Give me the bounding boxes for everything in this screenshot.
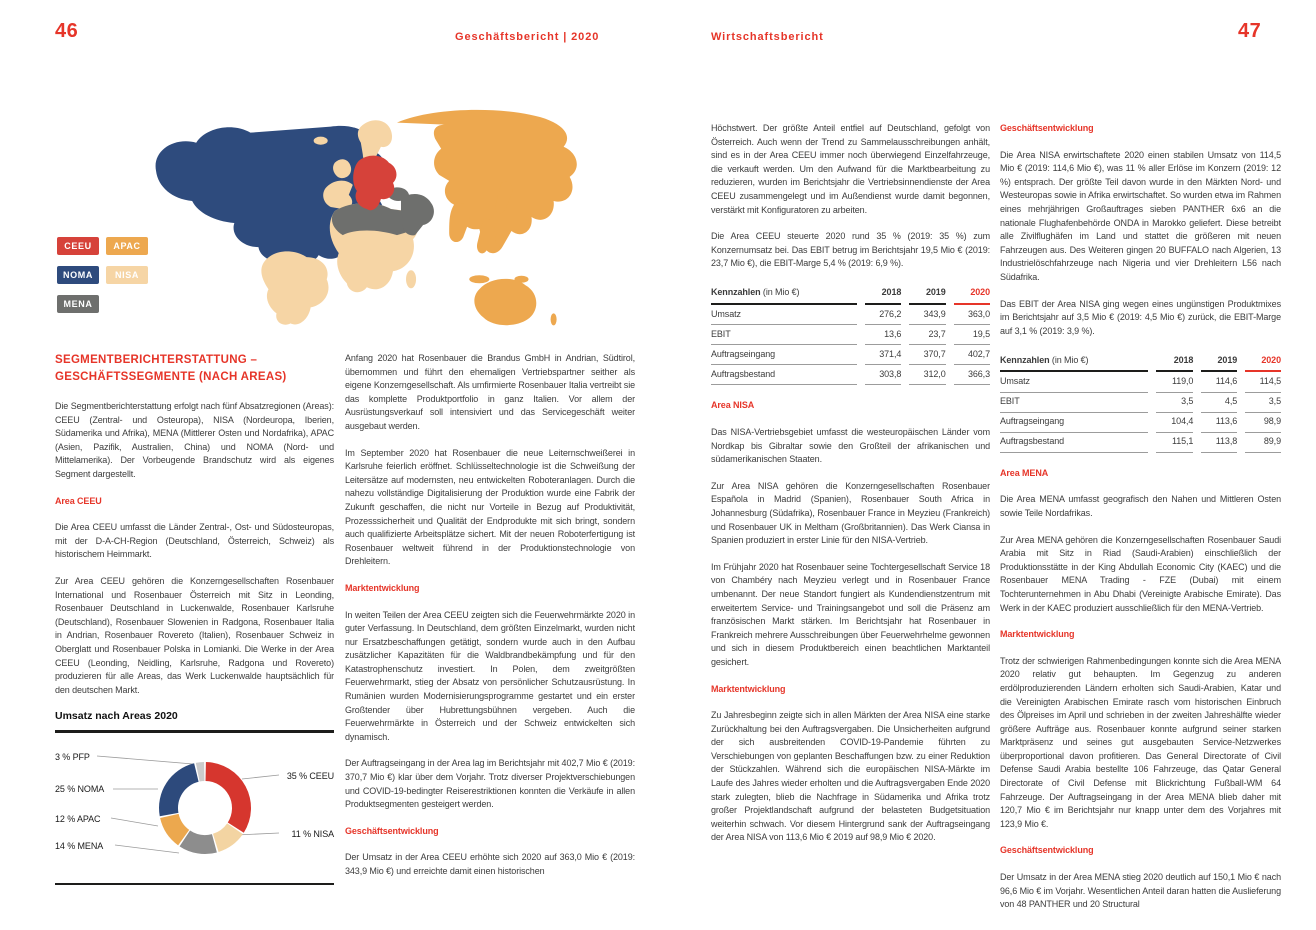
map-region-madagascar xyxy=(406,270,416,288)
leader-line-apac xyxy=(111,818,158,826)
table-value: 343,9 xyxy=(909,305,945,325)
kennzahlen-table-nisa xyxy=(1000,351,1281,452)
table-row-label: Umsatz xyxy=(1000,372,1148,392)
table-row xyxy=(711,365,990,385)
table-row xyxy=(1000,393,1281,413)
table-value: 104,4 xyxy=(1156,413,1193,433)
paragraph: Das NISA-Vertriebsgebiet umfasst die westeuropäischen Länder vom Nordkap bis Gibraltar sowie den Großteil der afrikanischen und südamerikanischen Staaten. xyxy=(711,427,990,465)
leader-line-mena xyxy=(115,845,179,853)
table-row xyxy=(711,325,990,345)
paragraph: In weiten Teilen der Area CEEU zeigten sich die Feuerwehrmärkte 2020 in guter Verfassung. In Deutschland, dem größten Einzelmarkt, wurden nicht nur Ersatzbeschaffungen getätigt, sondern wurde auch in den Aufbau zusätzlicher Kapazitäten für die Waldbrandbekämpfung und für den Katastrophenschutz investiert. In Polen, dem zweitgrößten Feuerwehrmarkt, stieg der Absatz von persönlicher Schutzausrüstung. In Rumänien wurden Modernisierungsprogramme gestartet und ein erster Großtender über Hubrettungsbühnen vergeben. Auch die Feuerwehrmärkte in Österreich und der Schweiz entwickelten sich dynamisch. xyxy=(345,609,635,742)
kennzahlen-table-ceeu xyxy=(711,284,990,385)
paragraph: Die Area NISA erwirtschaftete 2020 einen stabilen Umsatz von 114,5 Mio € (2019: 114,6 Mio €), was 11 % aller Erlöse im Konzern (2019: 12 %) entsprach. Der größte Teil davon wurde in den Märkten Nord- und Westeuropas sowie in Afrika erwirtschaftet. So wurden etwa im Rahmen eines mehrjährigen Großauftrages sieben PANTHER 6x6 an die nationale Flughafenbehörde ONDA in Marokko geliefert. Diese betreibt alle Zivilflughäfen im Land und stattet die größeren mit neuen Fahrzeugen aus. Des Weiteren gingen 20 BUFFALO nach Algerien, 13 Industrielöschfahrzeuge nach Nigeria und vier Drehleitern L56 nach Südafrika. xyxy=(1000,149,1281,282)
table-row-label: Auftragsbestand xyxy=(1000,433,1148,453)
umsatz-donut-chart xyxy=(55,710,334,885)
table-value: 119,0 xyxy=(1156,372,1193,392)
paragraph: Anfang 2020 hat Rosenbauer die Brandus GmbH in Andrian, Südtirol, übernommen und führt den ehemaligen Vertriebspartner seither als eigene Konzerngesellschaft. Als umfirmierte Rosenbauer Italia vertreibt sie das komplette Produktportfolio in ganz Italien. Vor allem der Ausrüstungsverkauf soll intensiviert und das Servicegeschäft weiter ausgebaut werden. xyxy=(345,353,635,431)
paragraph: Zur Area MENA gehören die Konzerngesellschaften Rosenbauer Saudi Arabia mit Sitz in Riad (Saudi-Arabien) einschließlich der Produktionsstätte in der King Abdullah Economic City (KAEC) und die Rosenbauer MENA Trading - FZE (Dubai) mit einem Tochterunternehmen in Abu Dhabi (Vereinigte Arabische Emirate). Das Werk in der KAEC produziert ausschließlich für den MENA-Vertrieb. xyxy=(1000,534,1281,613)
map-region-new-zealand xyxy=(551,313,557,325)
paragraph: Zu Jahresbeginn zeigte sich in allen Märkten der Area NISA eine starke Zurückhaltung bei den Auftragsvergaben. Die Unsicherheiten aufgrund der sich ausbreitenden COVID-19-Pandemie führten zu Verschiebungen von geplanten Beschaffungen bzw. zu einer Reduktion der Stückzahlen. Während sich die europäischen NISA-Märkte im Laufe des Jahres wieder erholten und die Auftragsvergaben Ende 2020 stark zulegten, blieb die Nachfrage in Südamerika und Afrika trotz großer Projektlandschaft aufgrund der belasteten Budgetsituation weiterhin schwach. Vor diesem Hintergrund sank der Auftragseingang der Area NISA von 113,6 Mio € 2019 auf 98,9 Mio € 2020. xyxy=(711,710,990,843)
table-header-year: 2020 xyxy=(1245,351,1281,372)
geschaeftsentwicklung-heading: Geschäftsentwicklung xyxy=(345,825,439,836)
table-value: 13,6 xyxy=(865,325,901,345)
donut-slice-noma xyxy=(159,763,199,816)
marktentwicklung-heading: Marktentwicklung xyxy=(345,582,420,593)
paragraph: Im September 2020 hat Rosenbauer die neue Leiternschweißerei in Karlsruhe feierlich eröffnet. Schlüsseltechnologie ist die Schweißung der Leitersätze auf modernsten, neu entwickelten Roboteranlagen. Durch die nahezu vollständige Digitalisierung der Produktion wurde eine Fabrik der Zukunft geschaffen, die nicht nur Vorteile in Bezug auf Produktivität, Prozesssicherheit und Qualität der Endprodukte mit sich bringt, sondern auch qualifizierte Arbeitsplätze sichert. Mit der neuen Roboterfertigung ist Rosenbauer weltweit führend in der Produktionstechnologie von Drehleitern. xyxy=(345,447,635,567)
left-page-column-1 xyxy=(55,352,334,885)
paragraph: Die Area CEEU umfasst die Länder Zentral-, Ost- und Südosteuropas, mit der D-A-CH-Region (Deutschland, Österreich, Schweiz) als historischem Heimmarkt. xyxy=(55,522,334,560)
paragraph: Zur Area CEEU gehören die Konzerngesellschaften Rosenbauer International und Rosenbauer Österreich mit Sitz in Leonding, Rosenbauer Deutschland in Luckenwalde, Rosenbauer Karlsruhe (Deutschland), Rosenbauer Slowenien in Radgona, Rosenbauer Italia in Andrian, Rosenbauer Rovereto (Italien), Rosenbauer Schweiz in Oberglatt und Rosenbauer Polska in Lomianki. Die Werke in der Area CEEU (Leonding, Neidling, Karlsruhe, Radgona und Rovereto) produzieren für alle Areas, das Werk Luckenwalde hauptsächlich für den deutschen Markt. xyxy=(55,575,334,695)
page-number-right: 47 xyxy=(1238,20,1262,42)
table-row xyxy=(1000,433,1281,453)
running-head-right: Wirtschaftsbericht xyxy=(711,31,824,43)
paragraph: Der Umsatz in der Area CEEU erhöhte sich 2020 auf 363,0 Mio € (2019: 343,9 Mio €) und erreichte damit einen historischen xyxy=(345,852,635,876)
table-header-label: Kennzahlen (in Mio €) xyxy=(1000,351,1148,372)
table-value: 113,8 xyxy=(1201,433,1237,453)
paragraph: Der Umsatz in der Area MENA stieg 2020 deutlich auf 150,1 Mio € nach 96,6 Mio € im Vorjahr. Wesentlichen Anteil daran hatten die Auslieferung von 48 PANTHER und 20 Structural xyxy=(1000,872,1281,910)
table-row-label: Auftragseingang xyxy=(711,345,857,365)
left-page-column-2 xyxy=(345,352,635,892)
donut-svg xyxy=(55,733,334,885)
table-value: 4,5 xyxy=(1201,393,1237,413)
marktentwicklung-heading: Marktentwicklung xyxy=(711,683,786,694)
marktentwicklung-heading: Marktentwicklung xyxy=(1000,629,1075,640)
table-row-label: EBIT xyxy=(711,325,857,345)
map-region-philippines xyxy=(495,232,503,246)
table-value: 98,9 xyxy=(1245,413,1281,433)
table-value: 19,5 xyxy=(954,325,990,345)
chart-area xyxy=(55,733,334,885)
map-region-central-europe xyxy=(353,156,396,211)
legend-badge-nisa: NISA xyxy=(106,266,148,284)
table-value: 303,8 xyxy=(865,365,901,385)
table-value: 114,5 xyxy=(1245,372,1281,392)
table-header-year: 2019 xyxy=(1201,351,1237,372)
table-value: 3,5 xyxy=(1245,393,1281,413)
map-region-iceland xyxy=(314,137,328,145)
table-row-label: Auftragseingang xyxy=(1000,413,1148,433)
donut-label-mena: 14 % MENA xyxy=(55,840,104,851)
legend-badge-mena: MENA xyxy=(57,295,99,313)
legend-badge-apac: APAC xyxy=(106,237,148,255)
table-row xyxy=(1000,413,1281,433)
donut-label-nisa: 11 % NISA xyxy=(291,828,334,839)
donut-label-ceeu: 35 % CEEU xyxy=(286,770,334,781)
table-row xyxy=(711,345,990,365)
table-row-label: Auftragsbestand xyxy=(711,365,857,385)
table-value: 276,2 xyxy=(865,305,901,325)
paragraph: Die Area CEEU steuerte 2020 rund 35 % (2019: 35 %) zum Konzernumsatz bei. Das EBIT betrug im Berichtsjahr 19,5 Mio € (2019: 23,7 Mio €), die EBIT-Marge 5,4 % (2019: 6,9 %). xyxy=(711,231,990,269)
world-map xyxy=(148,98,655,335)
donut-label-noma: 25 % NOMA xyxy=(55,783,105,794)
leader-line-ceeu xyxy=(242,775,279,779)
table-value: 363,0 xyxy=(954,305,990,325)
right-page-column-1 xyxy=(711,122,990,858)
map-region-indonesia-1 xyxy=(469,275,489,283)
table-value: 312,0 xyxy=(909,365,945,385)
map-region-australia xyxy=(474,279,536,325)
donut-label-apac: 12 % APAC xyxy=(55,813,101,824)
table-header-label: Kennzahlen (in Mio €) xyxy=(711,284,857,305)
map-region-arabia xyxy=(401,194,434,235)
paragraph: Höchstwert. Der größte Anteil entfiel auf Deutschland, gefolgt von Österreich. Auch wenn der Trend zu Sammelausschreibungen anhält, sind es in der Area CEEU immer noch überwiegend Einzelfahrzeuge, die verkauft werden. Um den Aufwand für die Marktbearbeitung zu reduzieren, wurden im Berichtsjahr die Vertriebsinnendienste der Area CEEU zusammengelegt und im Außendienst wurde damit begonnen, verstärkt mit Konfiguratoren zu arbeiten. xyxy=(711,123,990,215)
map-region-south-america xyxy=(261,251,328,324)
legend-badge-ceeu: CEEU xyxy=(57,237,99,255)
page-number-left: 46 xyxy=(55,20,79,42)
area-mena-heading: Area MENA xyxy=(1000,467,1049,478)
area-ceeu-heading: Area CEEU xyxy=(55,495,102,506)
table-row xyxy=(711,305,990,325)
table-header-year: 2018 xyxy=(865,284,901,305)
geschaeftsentwicklung-heading: Geschäftsentwicklung xyxy=(1000,845,1094,856)
table-header-year: 2018 xyxy=(1156,351,1193,372)
table-value: 89,9 xyxy=(1245,433,1281,453)
table-header-year: 2019 xyxy=(909,284,945,305)
paragraph: Im Frühjahr 2020 hat Rosenbauer seine Tochtergesellschaft Service 18 von Chambéry nach Meyzieu verlegt und in Rosenbauer France umbenannt. Der neue Standort fungiert als Kundendienstzentrum mit erweitertem Service- und Trainingsangebot und soll die Präsenz am französischen Markt stärken. Im Berichtsjahr hat Rosenbauer in Frankreich mehrere Ausschreibungen über Feuerwehrhelme gewonnen und sich in diesem Produktbereich einen beachtlichen Marktanteil gesichert. xyxy=(711,561,990,667)
paragraph: Die Area MENA umfasst geografisch den Nahen und Mittleren Osten sowie Teile Nordafrikas. xyxy=(1000,494,1281,518)
map-region-india xyxy=(449,203,469,242)
paragraph: Die Segmentberichterstattung erfolgt nach fünf Absatzregionen (Areas): CEEU (Zentral- und Osteuropa), NISA (Nordeuropa, Iberien, Südamerika und Afrika), MENA (Mittlerer Osten und Nordafrika), APAC (Asien, Pazifik, Australien, China) und NOMA (Nord- und Mittelamerika). Der Vorbeugende Brandschutz wird als eigenes Segment dargestellt. xyxy=(55,401,334,479)
running-head-left: Geschäftsbericht | 2020 xyxy=(455,31,600,43)
donut-label-pfp: 3 % PFP xyxy=(55,751,90,762)
table-row-label: Umsatz xyxy=(711,305,857,325)
donut-slice-ceeu xyxy=(206,762,251,833)
paragraph: Der Auftragseingang in der Area lag im Berichtsjahr mit 402,7 Mio € (2019: 370,7 Mio €) klar über dem Vorjahr. Trotz diverser Projektverschiebungen und COVID-19-bedingter Reiserestriktionen konnten die Verkäufe in allen Produktsegmenten gesteigert werden. xyxy=(345,758,635,810)
table-value: 113,6 xyxy=(1201,413,1237,433)
paragraph: Das EBIT der Area NISA ging wegen eines ungünstigen Produktmixes im Berichtsjahr auf 3,5 Mio € (2019: 4,5 Mio €) zurück, die EBIT-Marge auf 3,1 % (2019: 3,9 %). xyxy=(1000,298,1281,336)
right-page-column-2 xyxy=(1000,122,1281,925)
chart-title: Umsatz nach Areas 2020 xyxy=(55,710,334,733)
table-row-label: EBIT xyxy=(1000,393,1148,413)
table-value: 115,1 xyxy=(1156,433,1193,453)
segment-report-heading: SEGMENTBERICHTERSTATTUNG – GESCHÄFTSSEGMENTE (NACH AREAS) xyxy=(55,354,287,383)
leader-line-pfp xyxy=(97,756,193,764)
table-value: 114,6 xyxy=(1201,372,1237,392)
table-value: 402,7 xyxy=(954,345,990,365)
table-value: 370,7 xyxy=(909,345,945,365)
table-header-year: 2020 xyxy=(954,284,990,305)
kennzahlen-table xyxy=(703,284,998,385)
table-value: 3,5 xyxy=(1156,393,1193,413)
table-value: 23,7 xyxy=(909,325,945,345)
table-value: 366,3 xyxy=(954,365,990,385)
table-row xyxy=(1000,372,1281,392)
area-nisa-heading: Area NISA xyxy=(711,400,755,411)
paragraph: Trotz der schwierigen Rahmenbedingungen konnte sich die Area MENA 2020 relativ gut behaupten. Im Gegenzug zu anderen erdölproduzierenden Ländern erholten sich Saudi-Arabien, Katar und die Vereinigten Arabischen Emirate rasch vom historischen Einbruch des Ölpreises im April und schrieben in der zweiten Jahreshälfte wieder größere Aufträge aus. Rosenbauer konnte aufgrund seiner starken Marktpräsenz und seines gut ausgebauten Service-Netzwerkes überproportional davon profitieren. Das General Directorate of Civil Defense Saudi Arabia bestellte 106 Fahrzeuge, das Qatar General Directorate of Civil Defense mit Blickrichtung Fußball-WM 64 Fahrzeuge. Der Auftragseingang in der Area MENA blieb daher mit 120,7 Mio € im Berichtsjahr nur knapp unter dem des Vorjahres mit 123,9 Mio €. xyxy=(1000,655,1281,829)
paragraph: Zur Area NISA gehören die Konzerngesellschaften Rosenbauer Española in Madrid (Spanien), Rosenbauer South Africa in Johannesburg (Südafrika), Rosenbauer France in Meyzieu (Frankreich) und Rosenbauer UK in Meltham (Großbritannien). Das Werk Ciansa in Spanien produziert in erster Linie für den NISA-Vertrieb. xyxy=(711,480,990,546)
table-value: 371,4 xyxy=(865,345,901,365)
geschaeftsentwicklung-heading: Geschäftsentwicklung xyxy=(1000,123,1094,133)
kennzahlen-table xyxy=(992,351,1289,452)
legend-badge-noma: NOMA xyxy=(57,266,99,284)
map-legend xyxy=(57,237,148,313)
